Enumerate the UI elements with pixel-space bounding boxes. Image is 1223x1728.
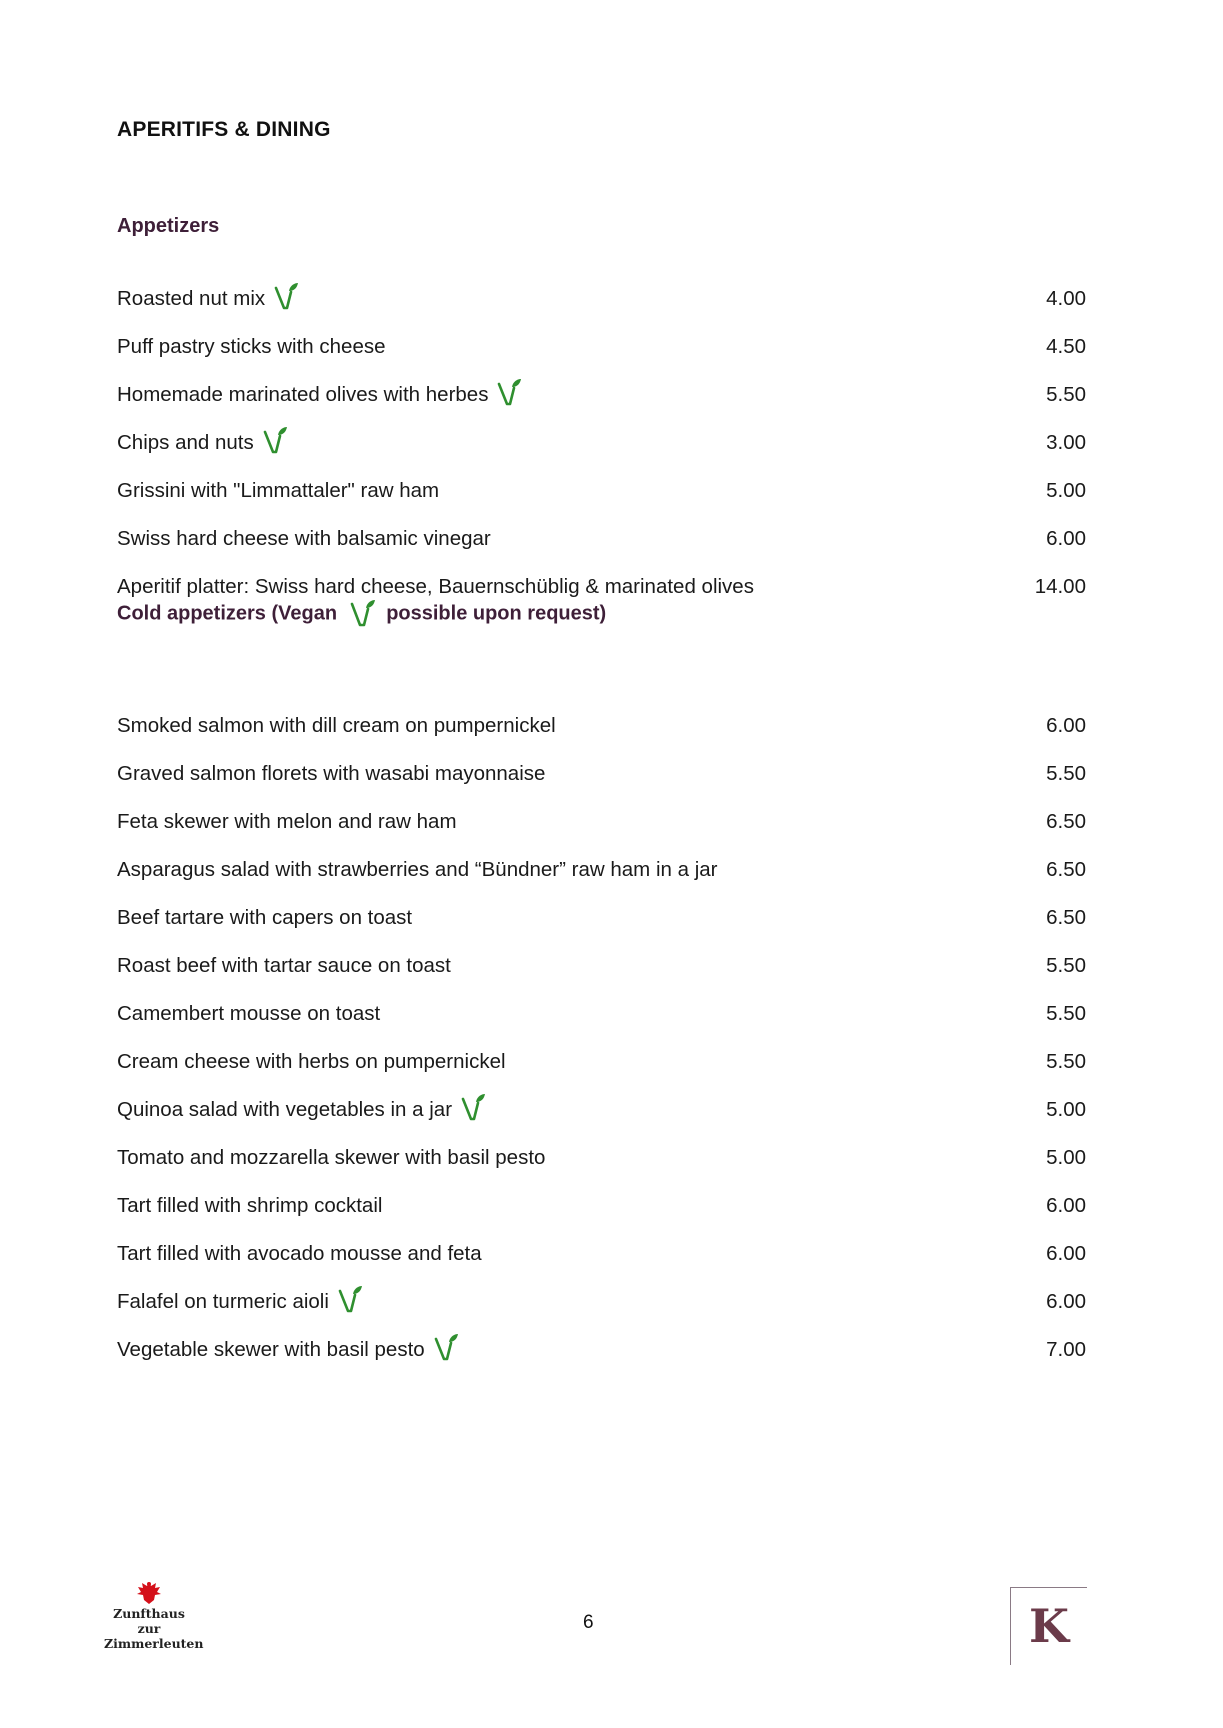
menu-item-price: 5.00: [1046, 479, 1086, 502]
menu-item-name: [117, 380, 522, 410]
logo-line-2: zur: [137, 1621, 161, 1636]
menu-item-name-text: Beef tartare with capers on toast: [117, 906, 413, 929]
menu-item-name-text: Feta skewer with melon and raw ham: [117, 810, 457, 833]
menu-item-price: 5.00: [1046, 1146, 1086, 1169]
vegan-leaf-icon: [337, 1287, 363, 1317]
menu-item-name: [117, 807, 457, 837]
logo-line-3: Zimmerleuten: [104, 1636, 204, 1651]
vegan-leaf-icon: [347, 598, 377, 626]
menu-item-row: [117, 428, 1086, 458]
menu-item-row: [117, 1047, 1086, 1077]
menu-item-price: 5.00: [1046, 1098, 1086, 1121]
menu-item-name: [117, 903, 412, 933]
menu-item-row: [117, 951, 1086, 981]
menu-item-row: [117, 572, 1086, 602]
menu-item-row: [117, 1287, 1086, 1317]
menu-item-name: [117, 1287, 363, 1317]
menu-item-name: [117, 1047, 506, 1077]
menu-item-name: [117, 1095, 486, 1125]
logo-k: [1010, 1587, 1087, 1665]
menu-item-price: 7.00: [1046, 1338, 1086, 1361]
menu-item-name-text: Vegetable skewer with basil pesto: [117, 1338, 425, 1361]
page-number: 6: [583, 1612, 594, 1633]
menu-item-price: 6.50: [1046, 858, 1086, 881]
vegan-leaf-icon: [433, 1335, 459, 1365]
menu-item-name-text: Tart filled with avocado mousse and feta: [117, 1242, 482, 1265]
menu-item-name: [117, 284, 299, 314]
menu-item-name-text: Roast beef with tartar sauce on toast: [117, 954, 451, 977]
menu-item-name-text: Asparagus salad with strawberries and “Bündner” raw ham in a jar: [117, 858, 718, 881]
menu-item-name-text: Camembert mousse on toast: [117, 1002, 381, 1025]
menu-item-row: [117, 855, 1086, 885]
menu-item-row: [117, 759, 1086, 789]
menu-item-price: 4.00: [1046, 287, 1086, 310]
menu-item-name: [117, 855, 717, 885]
vegan-leaf-icon: [496, 380, 522, 410]
menu-item-price: 5.50: [1046, 762, 1086, 785]
menu-item-name: [117, 1191, 382, 1221]
menu-item-name-text: Chips and nuts: [117, 431, 254, 454]
menu-item-price: 6.00: [1046, 527, 1086, 550]
menu-item-name-text: Roasted nut mix: [117, 287, 266, 310]
menu-item-name-text: Homemade marinated olives with herbes: [117, 383, 489, 406]
menu-item-price: 3.00: [1046, 431, 1086, 454]
menu-item-price: 6.00: [1046, 1194, 1086, 1217]
menu-item-name-text: Cream cheese with herbs on pumpernickel: [117, 1050, 506, 1073]
menu-item-row: [117, 1143, 1086, 1173]
menu-item-price: 5.50: [1046, 383, 1086, 406]
menu-item-price: 6.00: [1046, 1290, 1086, 1313]
menu-item-price: 14.00: [1034, 575, 1086, 598]
menu-item-price: 6.00: [1046, 1242, 1086, 1265]
menu-item-row: [117, 1191, 1086, 1221]
logo-zunfthaus: [104, 1580, 204, 1651]
menu-item-name-text: Smoked salmon with dill cream on pumpernickel: [117, 714, 556, 737]
menu-item-name: [117, 1239, 482, 1269]
menu-item-name: [117, 572, 754, 602]
menu-item-row: [117, 524, 1086, 554]
menu-item-name: [117, 524, 491, 554]
menu-item-price: 6.50: [1046, 810, 1086, 833]
menu-item-name-text: Aperitif platter: Swiss hard cheese, Bauernschüblig & marinated olives: [117, 575, 754, 598]
menu-item-name: [117, 332, 386, 362]
menu-item-price: 5.50: [1046, 1002, 1086, 1025]
menu-item-name: [117, 951, 451, 981]
menu-item-row: [117, 380, 1086, 410]
menu-item-row: [117, 284, 1086, 314]
menu-item-row: [117, 999, 1086, 1029]
menu-item-name-text: Quinoa salad with vegetables in a jar: [117, 1098, 453, 1121]
page-title: APERITIFS & DINING: [117, 118, 331, 141]
cold-heading-text-before: Cold appetizers (Vegan: [117, 602, 338, 625]
menu-item-name-text: Puff pastry sticks with cheese: [117, 335, 386, 358]
menu-item-row: [117, 711, 1086, 741]
section-heading-cold-appetizers: [117, 600, 606, 628]
menu-item-price: 5.50: [1046, 954, 1086, 977]
vegan-leaf-icon: [262, 428, 288, 458]
menu-item-name-text: Graved salmon florets with wasabi mayonnaise: [117, 762, 546, 785]
menu-item-name-text: Swiss hard cheese with balsamic vinegar: [117, 527, 491, 550]
menu-item-row: [117, 1095, 1086, 1125]
menu-item-row: [117, 1239, 1086, 1269]
menu-item-row: [117, 1335, 1086, 1365]
cold-heading-text-after: possible upon request): [386, 602, 607, 625]
menu-item-name: [117, 1335, 459, 1365]
menu-item-row: [117, 332, 1086, 362]
menu-item-price: 6.50: [1046, 906, 1086, 929]
logo-k-letter: K: [1029, 1599, 1069, 1653]
menu-item-name-text: Falafel on turmeric aioli: [117, 1290, 329, 1313]
vegan-leaf-icon: [273, 284, 299, 314]
menu-item-name-text: Tomato and mozzarella skewer with basil pesto: [117, 1146, 546, 1169]
menu-item-row: [117, 903, 1086, 933]
menu-item-row: [117, 476, 1086, 506]
menu-item-price: 6.00: [1046, 714, 1086, 737]
menu-item-row: [117, 807, 1086, 837]
menu-item-price: 4.50: [1046, 335, 1086, 358]
menu-item-name-text: Grissini with "Limmattaler" raw ham: [117, 479, 440, 502]
menu-item-name-text: Tart filled with shrimp cocktail: [117, 1194, 383, 1217]
vegan-leaf-icon: [460, 1095, 486, 1125]
eagle-crest-icon: [104, 1580, 194, 1606]
section-heading-appetizers: Appetizers: [117, 215, 220, 237]
menu-item-price: 5.50: [1046, 1050, 1086, 1073]
menu-item-name: [117, 428, 288, 458]
menu-item-name: [117, 759, 545, 789]
menu-item-name: [117, 711, 556, 741]
menu-item-name: [117, 476, 439, 506]
logo-line-1: Zunfthaus: [113, 1606, 185, 1621]
menu-item-name: [117, 999, 380, 1029]
menu-item-name: [117, 1143, 545, 1173]
